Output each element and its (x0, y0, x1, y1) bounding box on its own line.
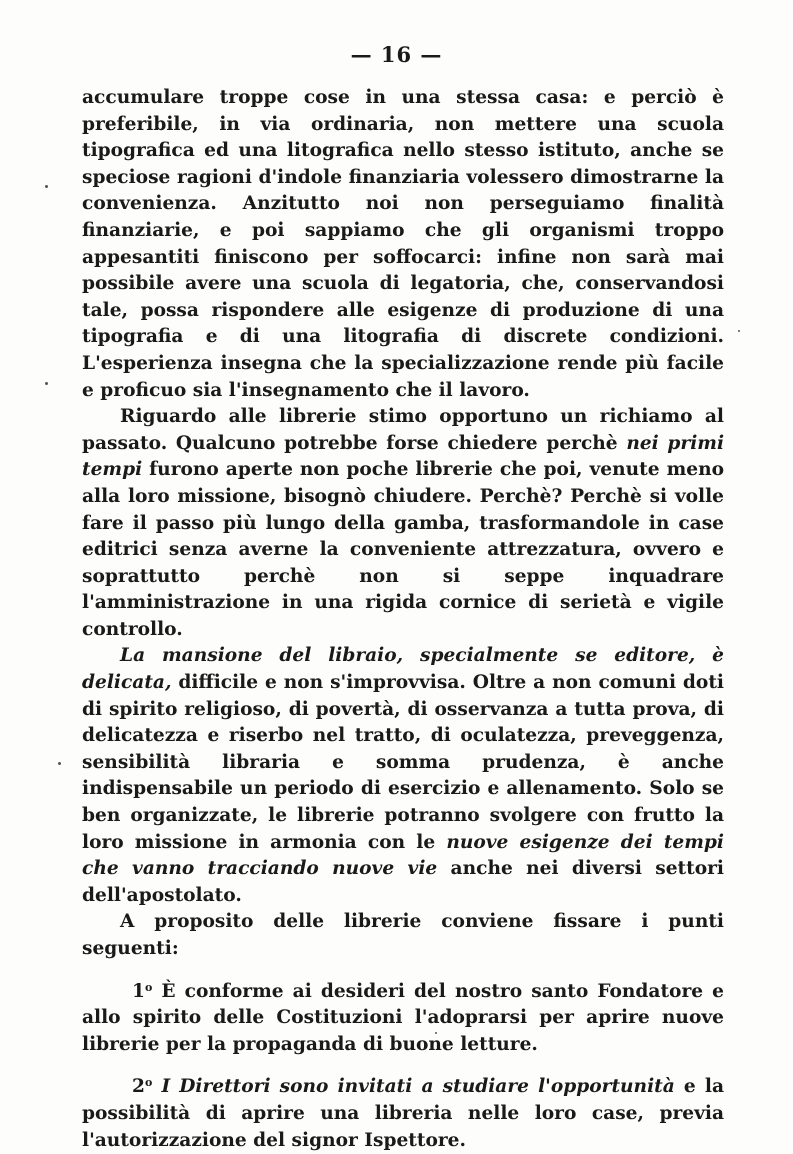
paragraph-3-italic-a: La mansione del libraio, specialmente se editore, è delicata, (82, 645, 724, 694)
scan-speck (738, 330, 740, 332)
paragraph-2-text-a: Riguardo alle librerie stimo opportuno un richiamo al passato. Qualcuno potrebbe forse chiedere perchè (82, 406, 724, 454)
point-2-ordinal: o (144, 1076, 153, 1090)
paragraph-1: accumulare troppe cose in una stessa casa: e perciò è preferibile, in via ordinaria, non mettere una scuola tipografica ed una litografica nello stesso istituto, anche se speciose ragioni d'indole finanziaria volessero dimostrarne la convenienza. Anzitutto noi non perseguiamo finalità finanziarie, e poi sappiamo che gli organismi troppo appesantiti finiscono per soffocarci: infine non sarà mai possibile avere una scuola di legatoria, che, conservandosi tale, possa rispondere alle esigenze di produzione di una tipografia e di una litografia di discrete condizioni. L'esperienza insegna che la specializzazione rende più facile e proficuo sia l'insegnamento che il lavoro. (82, 87, 724, 401)
page-number: — 16 — (350, 42, 443, 67)
paragraph-3-text-b: anche nei diversi settori dell'apostolato. (82, 858, 725, 906)
point-1-ordinal: o (144, 980, 153, 994)
scan-speck (58, 762, 61, 765)
point-1-text: È conforme ai desideri del nostro santo Fondatore e allo spirito delle Costituzioni l'adoprarsi per aprire nuove librerie per la propaganda di buone letture. (82, 980, 724, 1055)
scan-speck (45, 185, 48, 188)
body-text (82, 85, 724, 1154)
paragraph-2-text-b: furono aperte non poche librerie che poi, venute meno alla loro missione, bisognò chiudere. Perchè? Perchè si volle fare il passo più lungo della gamba, trasformandole in case editrici senza averne la conveniente attrezzatura, ovvero e soprattutto perchè non si seppe inquadrare l'amministrazione in una rigida cornice di serietà e vigile controllo. (82, 459, 724, 640)
scan-speck (435, 1032, 437, 1034)
point-2-number: 2 (132, 1076, 145, 1098)
paragraph-4: A proposito delle librerie conviene fissare i punti seguenti: (82, 911, 724, 959)
point-2 (82, 1074, 724, 1154)
paragraph-2-italic: nei primi tempi (82, 432, 725, 481)
point-2-text: e la possibilità di aprire una libreria nelle loro case, previa l'autorizzazione del signor Ispettore. (82, 1076, 724, 1151)
point-1 (82, 979, 724, 1059)
paragraph-3 (82, 643, 724, 909)
paragraph-3-text-a: difficile e non s'improvvisa. Oltre a non comuni doti di spirito religioso, di povertà, di osservanza a tutta prova, di delicatezza e riserbo nel tratto, di oculatezza, preveggenza, sensibilità libraria e somma prudenza, è anche indispensabile un periodo di esercizio e allenamento. Solo se ben organizzate, le librerie potranno svolgere con frutto la loro missione in armonia con le (82, 672, 724, 853)
point-1-number: 1 (132, 980, 145, 1002)
scan-speck (45, 382, 48, 385)
point-2-italic: I Direttori sono invitati a studiare l'opportunità (161, 1076, 675, 1098)
paragraph-2 (82, 404, 724, 643)
paragraph-3-italic-b: nuove esigenze dei tempi che vanno tracciando nuove vie (82, 831, 724, 880)
